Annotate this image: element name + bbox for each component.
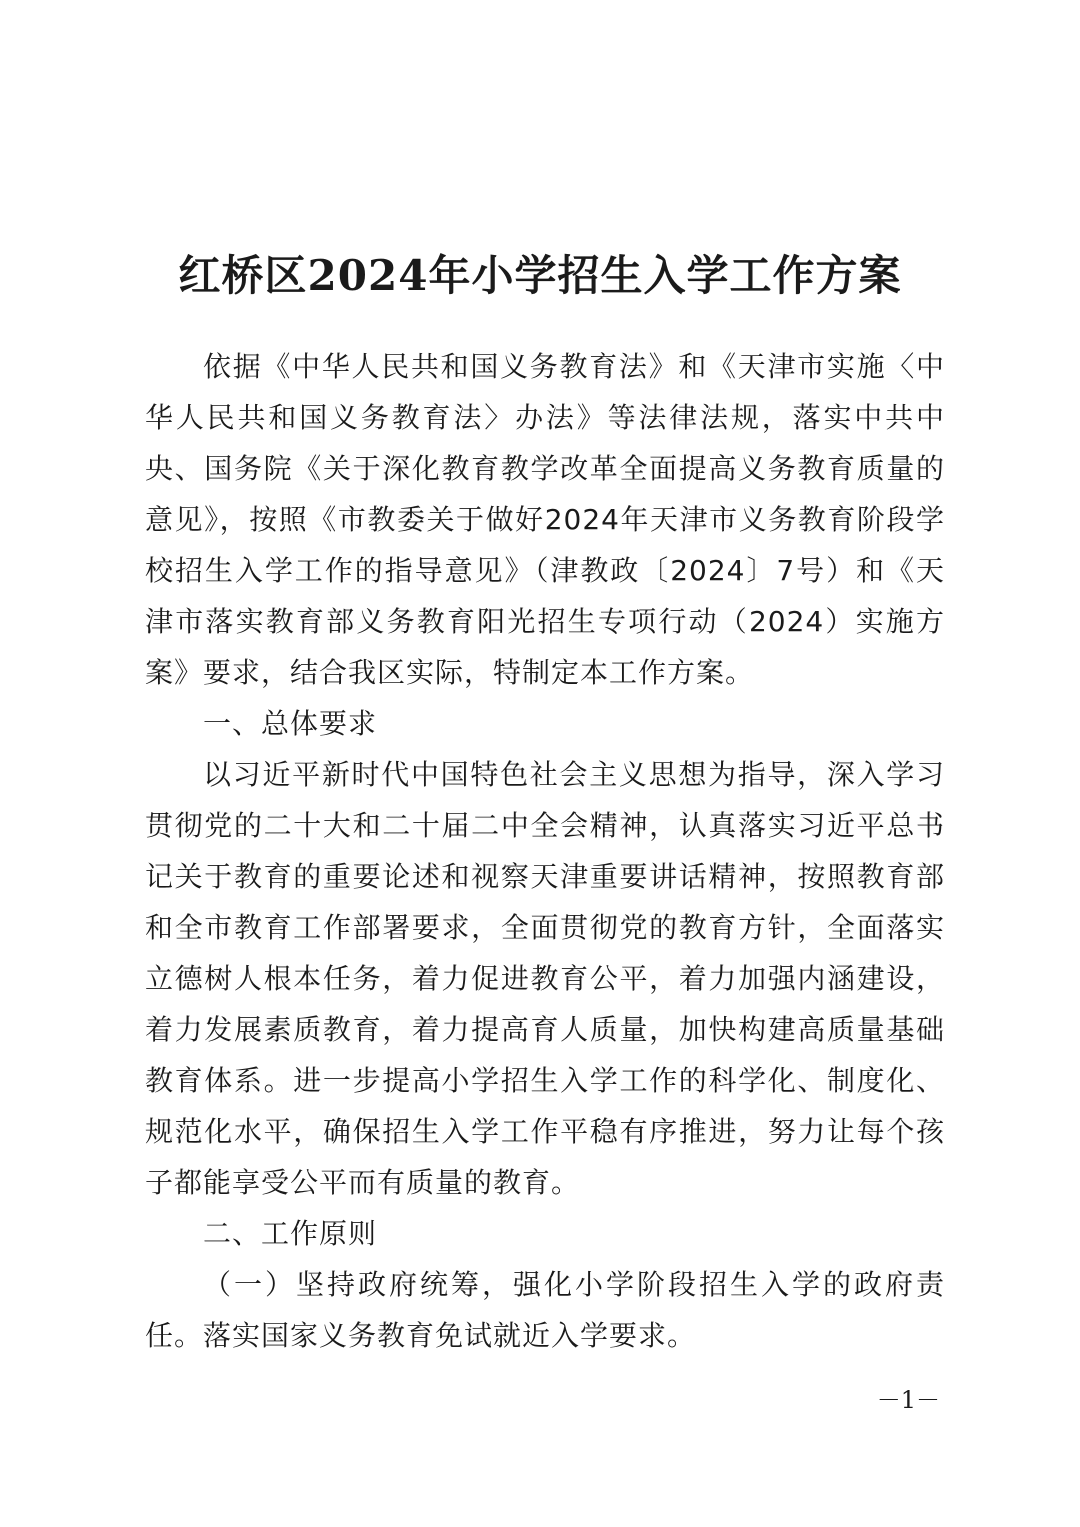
section-heading-general-requirements: 一、总体要求 bbox=[203, 707, 378, 740]
section-heading-work-principles: 二、工作原则 bbox=[203, 1217, 378, 1250]
general-requirements-paragraph: 以习近平新时代中国特色社会主义思想为指导，深入学习贯彻党的二十大和二十届二中全会精神，认真落实习近平总书记关于教育的重要论述和视察天津重要讲话精神，按照教育部和全市教育工作部署要求，全面贯彻党的教育方针，全面落实立德树人根本任务，着力促进教育公平，着力加强内涵建设，着力发展素质教育，着力提高育人质量，加快构建高质量基础教育体系。进一步提高小学招生入学工作的科学化、制度化、规范化水平，确保招生入学工作平稳有序推进，努力让每个孩子都能享受公平而有质量的教育。 bbox=[145, 758, 945, 1199]
document-title: 红桥区2024年小学招生入学工作方案 bbox=[178, 251, 902, 300]
work-principle-item-1: （一）坚持政府统筹，强化小学阶段招生入学的政府责任。落实国家义务教育免试就近入学要求。 bbox=[145, 1268, 945, 1352]
document-body bbox=[145, 341, 945, 1361]
page-number: －1－ bbox=[876, 1386, 940, 1414]
intro-paragraph: 依据《中华人民共和国义务教育法》和《天津市实施〈中华人民共和国义务教育法〉办法》等法律法规，落实中共中央、国务院《关于深化教育教学改革全面提高义务教育质量的意见》，按照《市教委关于做好2024年天津市义务教育阶段学校招生入学工作的指导意见》（津教政〔2024〕7号）和《天津市落实教育部义务教育阳光招生专项行动（2024）实施方案》要求，结合我区实际，特制定本工作方案。 bbox=[145, 350, 945, 689]
